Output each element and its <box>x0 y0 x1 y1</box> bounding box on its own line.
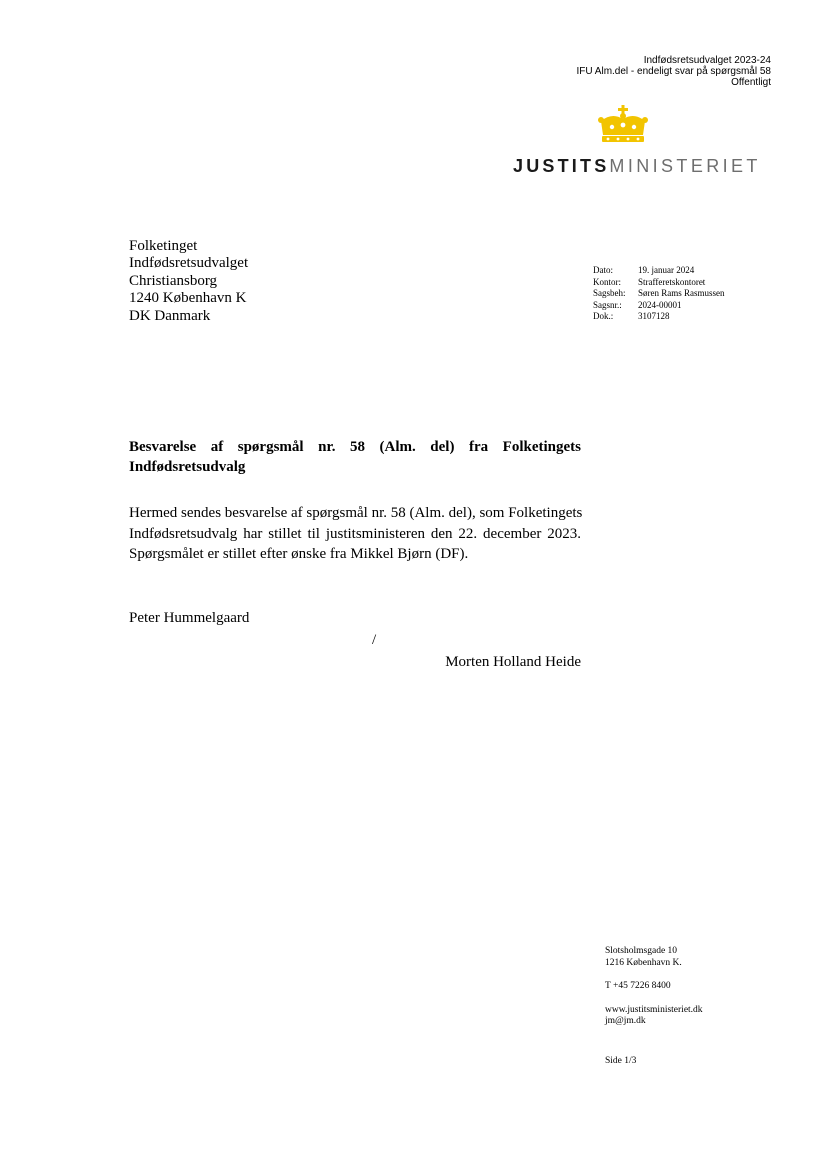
meta-value: Strafferetskontoret <box>638 276 706 287</box>
body-line: Hermed sendes besvarelse af spørgsmål nr. 58 (Alm. del), som Folketingets <box>129 505 583 521</box>
meta-label: Sagsnr.: <box>593 299 622 310</box>
recipient-line: DK Danmark <box>129 307 211 324</box>
meta-label: Sagsbeh: <box>593 288 626 298</box>
body-line: Spørgsmålet er stillet efter ønske fra Mikkel Bjørn (DF). <box>129 546 469 563</box>
letter-heading <box>129 437 581 477</box>
letter-body <box>129 503 581 565</box>
ministry-logo <box>513 105 761 180</box>
meta-label: Kontor: <box>593 276 621 287</box>
ministry-contact <box>605 946 703 1028</box>
signatory-name: Peter Hummelgaard <box>129 610 250 626</box>
recipient-address <box>129 238 248 325</box>
ministry-wordmark <box>513 156 761 176</box>
wordmark-light: MINISTERIET <box>609 156 761 176</box>
heading-line: Besvarelse af spørgsmål nr. 58 (Alm. del) fra Folketingets <box>129 439 581 455</box>
meta-row-date <box>593 265 725 277</box>
meta-row-handler <box>593 288 725 300</box>
meta-value: 3107128 <box>638 311 670 321</box>
meta-value: 19. januar 2024 <box>638 265 695 275</box>
recipient-line: Christiansborg <box>129 272 218 289</box>
stamp-reference: IFU Alm.del - endeligt svar på spørgsmål 58 <box>576 66 771 77</box>
footer-street: Slotsholmsgade 10 <box>605 946 678 956</box>
recipient-line: Indfødsretsudvalget <box>129 255 249 272</box>
co-signatory-name: Morten Holland Heide <box>445 654 581 670</box>
meta-row-document <box>593 311 725 323</box>
recipient-line: 1240 København K <box>129 290 247 307</box>
signature-separator: / <box>372 632 377 648</box>
footer-city: 1216 København K. <box>605 957 682 968</box>
footer-email-link[interactable]: jm@jm.dk <box>605 1016 646 1026</box>
crown-icon <box>595 105 651 147</box>
case-metadata <box>593 265 725 323</box>
recipient-line: Folketinget <box>129 238 198 254</box>
stamp-visibility: Offentligt <box>731 77 771 88</box>
meta-row-case-number <box>593 300 725 312</box>
footer-website-link[interactable]: www.justitsministeriet.dk <box>605 1004 703 1015</box>
meta-label: Dato: <box>593 265 613 275</box>
stamp-committee: Indfødsretsudvalget 2023-24 <box>643 55 771 66</box>
body-line: Indfødsretsudvalg har stillet til justitsministeren den 22. december 2023. <box>129 525 581 542</box>
meta-value: 2024-00001 <box>638 299 682 310</box>
wordmark-bold: JUSTITS <box>513 156 610 176</box>
heading-line: Indfødsretsudvalg <box>129 459 246 475</box>
meta-value: Søren Rams Rasmussen <box>638 288 725 298</box>
meta-label: Dok.: <box>593 311 614 321</box>
footer-phone: T +45 7226 8400 <box>605 981 671 991</box>
document-stamp <box>576 55 771 88</box>
meta-row-office <box>593 277 725 289</box>
page-number: Side 1/3 <box>605 1056 637 1066</box>
